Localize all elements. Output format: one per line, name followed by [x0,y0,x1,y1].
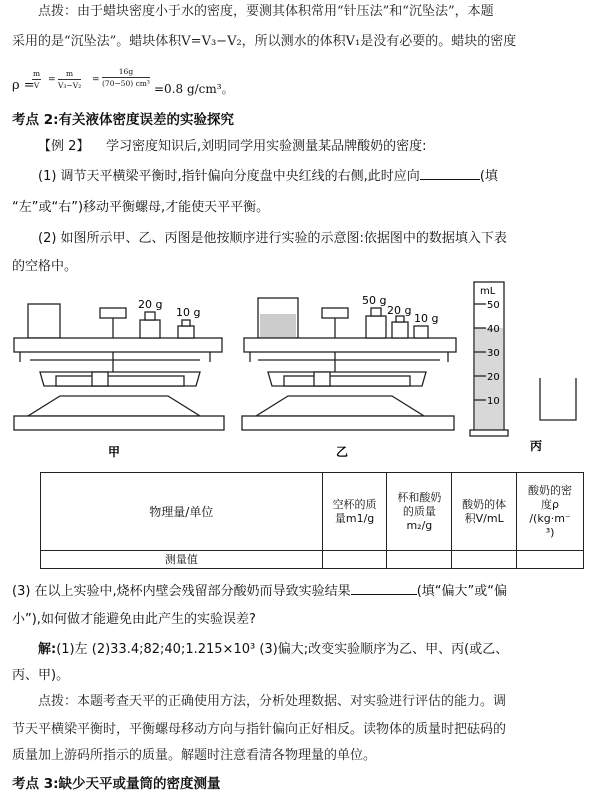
fraction-values: $\frac{16g}{\text{(70−50) cm³}}$ [102,67,150,88]
svg-text:20: 20 [487,372,500,383]
answer-line-1: 解:(1)左 (2)33.4;82;40;1.215×10³ (3)偏大;改变实验顺序为乙、甲、丙(或乙、 [38,642,509,657]
density-result: =0.8 g/cm³。 [154,82,234,96]
note2-line-2: 节天平横梁平衡时，平衡螺母移动方向与指针偏向正好相反。读物体的质量时把砝码的 [12,722,507,737]
cell-volume[interactable] [452,551,517,569]
weight-50g-b: 50 g [362,294,387,307]
example-tag: 【例 2】 [38,139,90,154]
balance-jia [14,304,224,430]
weight-20g-b: 20 g [387,304,412,317]
weight-10g-a: 10 g [176,306,201,319]
question-2-line-1: (2) 如图所示甲、乙、丙图是他按顺序进行实验的示意图:依据图中的数据填入下表 [38,231,507,246]
answer-line-2: 丙、甲)。 [12,668,70,683]
header-volume: 酸奶的体 积V/mL [452,473,517,551]
question-2-line-2: 的空格中。 [12,259,78,274]
section-2-title: 考点 2:有关液体密度误差的实验探究 [12,112,234,128]
weight-10g-b: 10 g [414,312,439,325]
rho-symbol: ρ = [12,78,35,93]
svg-text:50: 50 [487,300,500,311]
note2-line-3: 质量加上游码所指示的质量。解题时注意看清各物理量的单位。 [12,748,377,763]
note2-line-1: 点拨：本题考查天平的正确使用方法，分析处理数据、对实验进行评估的能力。调 [38,694,507,709]
question-3-line-1: (3) 在以上实验中,烧杯内壁会残留部分酸奶而导致实验结果 (填“偏大”或“偏 [12,584,507,599]
example-text: 学习密度知识后,刘明同学用实验测量某品牌酸奶的密度: [105,139,427,154]
header-cup-yogurt: 杯和酸奶 的质量 m₂/g [387,473,452,551]
example-2 [12,135,580,159]
note-line-2: 采用的是“沉坠法”。蜡块体积V=V₃−V₂，所以测水的体积V₁是没有必要的。蜡块的密度 [12,34,517,49]
fraction-m-v: $\frac{m}{V}$ [33,69,41,90]
cell-cup-yogurt[interactable] [387,551,452,569]
answer-blank-1[interactable] [420,167,480,180]
question-1-line-1: (1) 调节天平横梁平衡时,指针偏向分度盘中央红线的右侧,此时应向 (填 [38,169,498,184]
cell-density[interactable] [517,551,584,569]
answer-blank-3[interactable] [351,582,417,595]
fraction-m-v3v2: $\frac{m}{\text{V₃−V₂}}$ [58,69,82,90]
row-label: 测量值 [41,551,323,569]
svg-text:40: 40 [487,324,500,335]
table-row [41,551,584,569]
weight-20g-a: 20 g [138,298,163,311]
density-formula: ρ = $\frac{m}{V}$ = $\frac{m}{\text{V₃−V₂}}$ = $\frac{16g}{\text{(70−50) cm³}}$ =0.8 g/cm³。 [12,67,234,96]
cell-empty-cup[interactable] [322,551,387,569]
label-yi: 乙 [336,445,349,459]
answer-label: 解: [38,642,57,657]
data-table [40,472,584,569]
graduated-cylinder [470,282,576,436]
experiment-figures [0,280,590,470]
note-line-1: 点拨：由于蜡块密度小于水的密度，要测其体积常用“针压法”和“沉坠法”，本题 [38,4,494,19]
label-jia: 甲 [108,445,121,459]
header-density: 酸奶的密 度ρ /(kg·m⁻ ³) [517,473,584,551]
question-3-line-2: 小”),如何做才能避免由此产生的实验误差? [12,612,256,627]
header-empty-cup: 空杯的质 量m1/g [322,473,387,551]
label-bing: 丙 [530,439,543,453]
svg-text:30: 30 [487,348,500,359]
header-quantity: 物理量/单位 [41,473,323,551]
question-1-line-2: “左”或“右”)移动平衡螺母,才能使天平平衡。 [12,200,270,215]
cylinder-unit: mL [480,286,496,297]
section-3-title: 考点 3:缺少天平或量筒的密度测量 [12,776,221,792]
table-header-row [41,473,584,551]
svg-text:10: 10 [487,396,500,407]
